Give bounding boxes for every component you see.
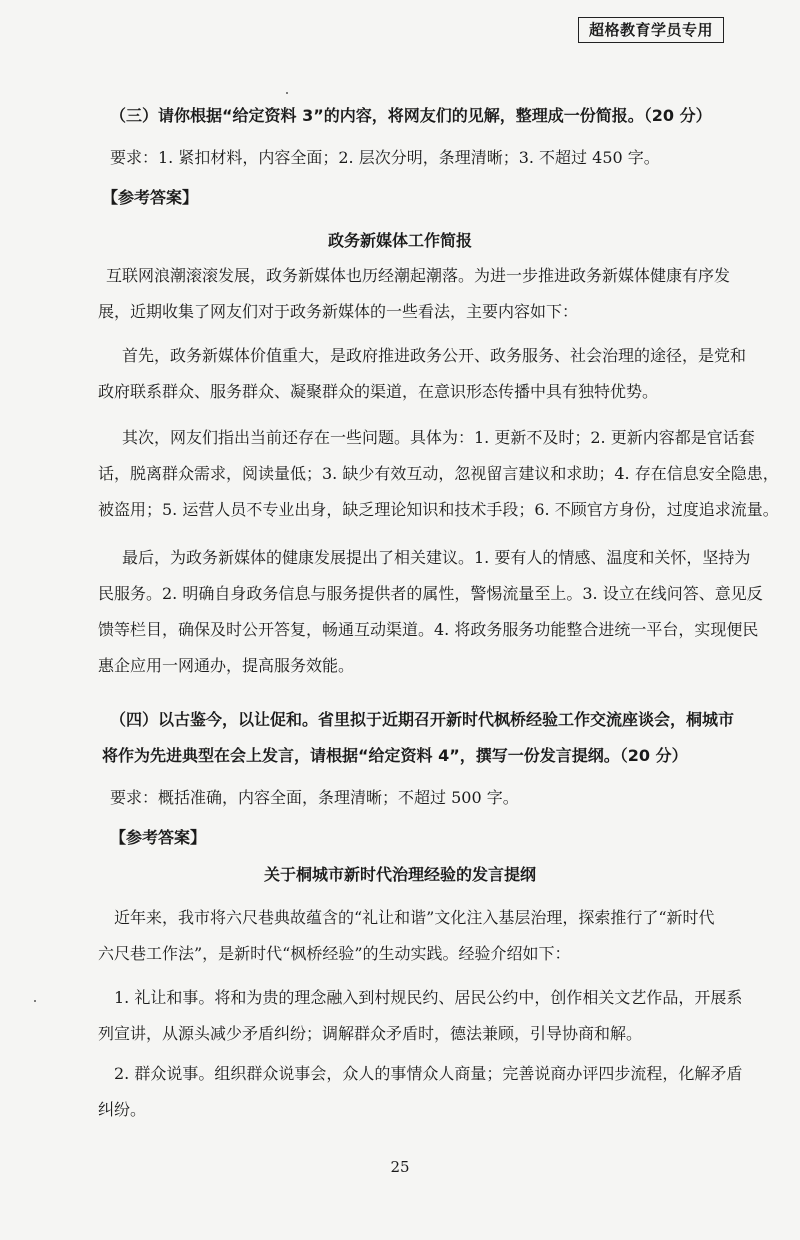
page-number: 25: [390, 1158, 410, 1176]
section3-paragraph-2: [98, 338, 747, 410]
paragraph-line: 话，脱离群众需求，阅读量低；3. 缺少有效互动，忽视留言建议和求助；4. 存在信息安全隐患，: [98, 464, 779, 483]
section4-answer-label: 【参考答案】: [110, 828, 207, 847]
paragraph-line: 被盗用；5. 运营人员不专业出身，缺乏理论知识和技术手段；6. 不顾官方身份，过度追求流量。: [98, 500, 779, 519]
paragraph-line: 2. 群众说事。组织群众说事会，众人的事情众人商量；完善说商办评四步流程，化解矛盾: [114, 1064, 743, 1083]
paragraph-line: 民服务。2. 明确自身政务信息与服务提供者的属性，警惕流量至上。3. 设立在线问答、意见反: [98, 584, 763, 603]
paragraph-line: 馈等栏目，确保及时公开答复，畅通互动渠道。4. 将政务服务功能整合进统一平台，实现便民: [98, 620, 759, 639]
section3-paragraph-3: [98, 420, 779, 528]
section4-paragraph-2: [98, 980, 743, 1052]
section4-question: [102, 702, 735, 774]
paragraph-line: 近年来，我市将六尺巷典故蕴含的“礼让和谐”文化注入基层治理，探索推行了“新时代: [114, 908, 715, 927]
paragraph-line: 互联网浪潮滚滚发展，政务新媒体也历经潮起潮落。为进一步推进政务新媒体健康有序发: [106, 266, 731, 285]
section3-paragraph-4: [98, 540, 763, 684]
section3-title: 政务新媒体工作简报: [327, 231, 472, 250]
paragraph-line: 展，近期收集了网友们对于政务新媒体的一些看法，主要内容如下：: [98, 302, 579, 321]
paragraph-line: 首先，政务新媒体价值重大，是政府推进政务公开、政务服务、社会治理的途径，是党和: [122, 346, 747, 365]
paragraph-line: 其次，网友们指出当前还存在一些问题。具体为：1. 更新不及时；2. 更新内容都是官话套: [122, 428, 755, 447]
paragraph-line: 惠企应用一网通办，提高服务效能。: [98, 656, 355, 675]
paragraph-line: 纠纷。: [98, 1100, 147, 1119]
scan-speck: [286, 92, 288, 94]
section3-requirement: 要求：1. 紧扣材料，内容全面；2. 层次分明，条理清晰；3. 不超过 450 字。: [110, 148, 660, 167]
paragraph-line: 列宣讲，从源头减少矛盾纠纷；调解群众矛盾时，德法兼顾，引导协商和解。: [98, 1024, 643, 1043]
header-stamp: 超格教育学员专用: [578, 17, 724, 43]
question-line: （四）以古鉴今，以让促和。省里拟于近期召开新时代枫桥经验工作交流座谈会，桐城市: [110, 710, 735, 729]
paragraph-line: 最后，为政务新媒体的健康发展提出了相关建议。1. 要有人的情感、温度和关怀，坚持为: [122, 548, 751, 567]
paragraph-line: 1. 礼让和事。将和为贵的理念融入到村规民约、居民公约中，创作相关文艺作品，开展系: [114, 988, 743, 1007]
section3-paragraph-1: [98, 258, 731, 330]
paragraph-line: 政府联系群众、服务群众、凝聚群众的渠道，在意识形态传播中具有独特优势。: [98, 382, 659, 401]
section3-answer-label: 【参考答案】: [102, 188, 199, 207]
paragraph-line: 六尺巷工作法”，是新时代“枫桥经验”的生动实践。经验介绍如下：: [98, 944, 571, 963]
section4-paragraph-3: [98, 1056, 743, 1128]
section4-paragraph-1: [98, 900, 718, 972]
section4-requirement: 要求：概括准确，内容全面，条理清晰；不超过 500 字。: [110, 788, 519, 807]
scan-speck: [34, 1000, 36, 1002]
section3-question: （三）请你根据“给定资料 3”的内容，将网友们的见解，整理成一份简报。（20 分）: [110, 106, 712, 125]
question-line: 将作为先进典型在会上发言，请根据“给定资料 4”，撰写一份发言提纲。（20 分）: [102, 746, 688, 765]
section4-title: 关于桐城市新时代治理经验的发言提纲: [263, 865, 536, 884]
